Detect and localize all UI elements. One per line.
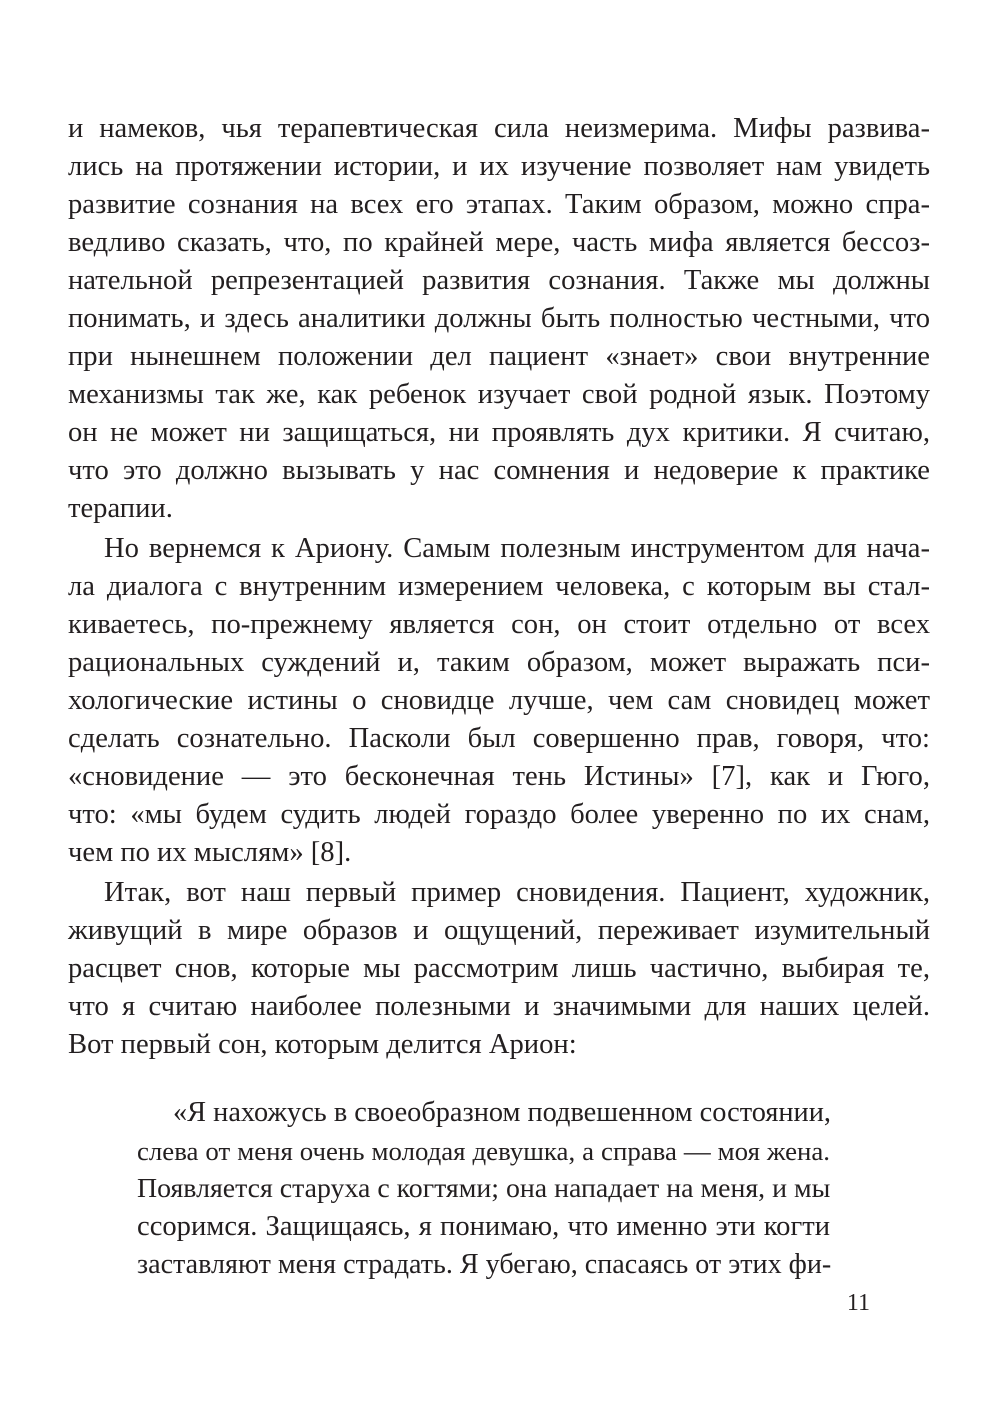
paragraph-1-line: механизмы так же, как ребенок изучает свой родной язык. Поэтому bbox=[68, 379, 930, 410]
paragraph-2-last-line: чем по их мыслям» [8]. bbox=[68, 837, 352, 868]
page-number: 11 bbox=[846, 1290, 870, 1316]
quote-line: заставляют меня страдать. Я убегаю, спасаясь от этих фи- bbox=[137, 1249, 832, 1280]
paragraph-1-line: он не может ни защищаться, ни проявлять дух критики. Я считаю, bbox=[68, 417, 930, 448]
quote-line: слева от меня очень молодая девушка, а справа — моя жена. bbox=[137, 1136, 830, 1166]
paragraph-3-line: живущий в мире образов и ощущений, переживает изумительный bbox=[68, 915, 930, 946]
paragraph-1-line: и намеков, чья терапевтическая сила неизмерима. Мифы развива- bbox=[68, 113, 930, 144]
paragraph-3-first-line: Итак, вот наш первый пример сновидения. Пациент, художник, bbox=[104, 877, 930, 908]
paragraph-1-last-line: терапии. bbox=[68, 493, 173, 524]
paragraph-1-line: при нынешнем положении дел пациент «знает» свои внутренние bbox=[68, 341, 930, 372]
paragraph-1-line: понимать, и здесь аналитики должны быть полностью честными, что bbox=[68, 303, 930, 334]
quote-line: Появляется старуха с когтями; она нападает на меня, и мы bbox=[137, 1173, 831, 1204]
paragraph-1-line: ведливо сказать, что, по крайней мере, часть мифа является бессоз- bbox=[68, 227, 930, 258]
quote-line: ссоримся. Защищаясь, я понимаю, что именно эти когти bbox=[137, 1211, 830, 1242]
paragraph-3-line: что я считаю наиболее полезными и значимыми для наших целей. bbox=[68, 991, 930, 1022]
paragraph-2-line: рациональных суждений и, таким образом, может выражать пси- bbox=[68, 647, 930, 678]
paragraph-2-line: «сновидение — это бесконечная тень Истины» [7], как и Гюго, bbox=[68, 761, 930, 792]
paragraph-1-line: развитие сознания на всех его этапах. Таким образом, можно спра- bbox=[68, 189, 930, 220]
paragraph-2-line: сделать сознательно. Пасколи был совершенно прав, говоря, что: bbox=[68, 723, 930, 754]
paragraph-2-first-line: Но вернемся к Ариону. Самым полезным инструментом для нача- bbox=[104, 533, 930, 564]
paragraph-1-line: нательной репрезентацией развития сознания. Также мы должны bbox=[68, 265, 930, 296]
paragraph-2-line: что: «мы будем судить людей гораздо более уверенно по их снам, bbox=[68, 799, 930, 830]
quote-first-line: «Я нахожусь в своеобразном подвешенном состоянии, bbox=[173, 1097, 831, 1128]
paragraph-2-line: киваетесь, по-прежнему является сон, он стоит отдельно от всех bbox=[68, 609, 930, 640]
paragraph-2-line: хологические истины о сновидце лучше, чем сам сновидец может bbox=[68, 685, 930, 716]
paragraph-3-line: расцвет снов, которые мы рассмотрим лишь частично, выбирая те, bbox=[68, 953, 930, 984]
paragraph-1-line: что это должно вызывать у нас сомнения и недоверие к практике bbox=[68, 455, 930, 486]
paragraph-1-line: лись на протяжении истории, и их изучение позволяет нам увидеть bbox=[68, 151, 930, 182]
paragraph-2-line: ла диалога с внутренним измерением человека, с которым вы стал- bbox=[68, 571, 930, 602]
paragraph-3-last-line: Вот первый сон, которым делится Арион: bbox=[68, 1029, 577, 1060]
